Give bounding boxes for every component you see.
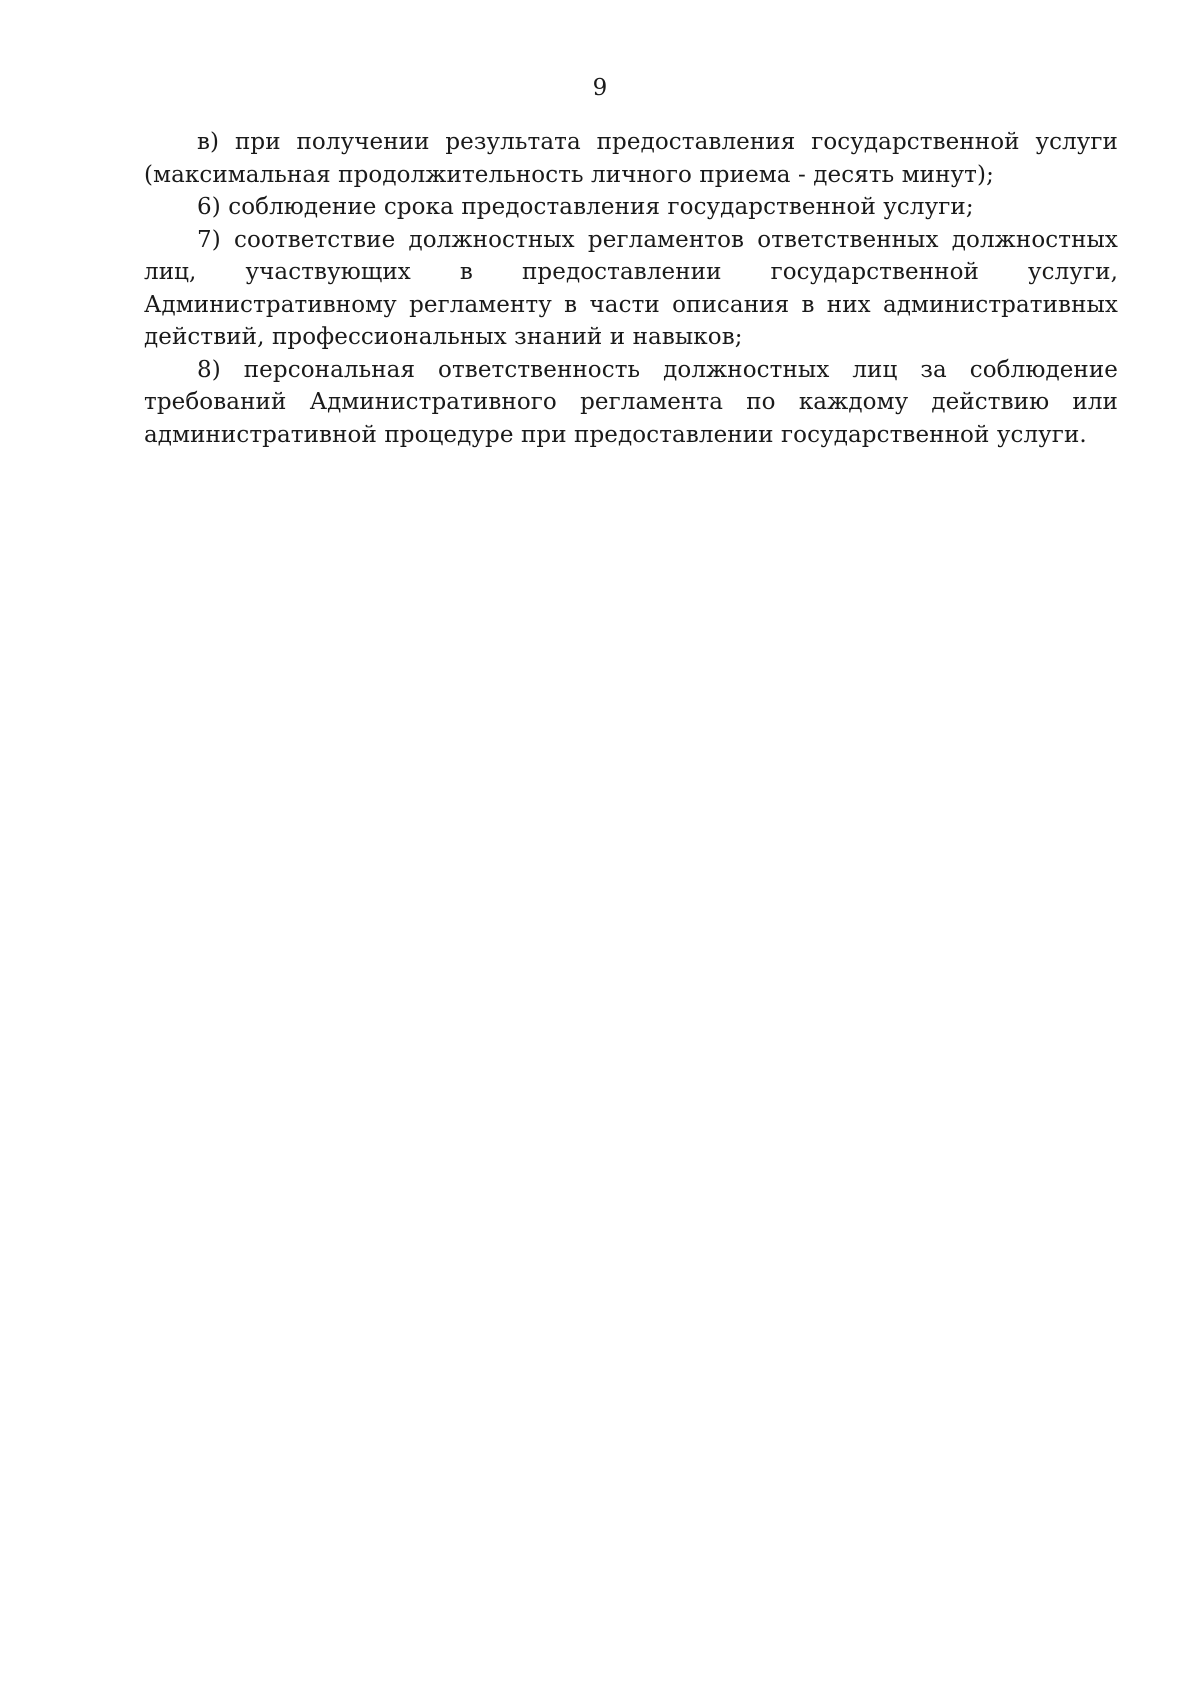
page-number: 9: [592, 75, 608, 101]
paragraph-item-v: в) при получении результата предоставления государственной услуги (максимальная продолжительность личного приема - десять минут);: [144, 129, 1118, 188]
paragraph-item-8: 8) персональная ответственность должностных лиц за соблюдение требований Административного регламента по каждому действию или административной процедуре при предоставлении государственной услуги.: [144, 356, 1118, 448]
paragraph-item-7: 7) соответствие должностных регламентов ответственных должностных лиц, участвующих в предоставлении государственной услуги, Административному регламенту в части описания в них административных действий, профессиональных знаний и навыков;: [144, 226, 1118, 350]
document-body: [144, 126, 1118, 451]
paragraph-item-6: 6) соблюдение срока предоставления государственной услуги;: [197, 194, 974, 220]
